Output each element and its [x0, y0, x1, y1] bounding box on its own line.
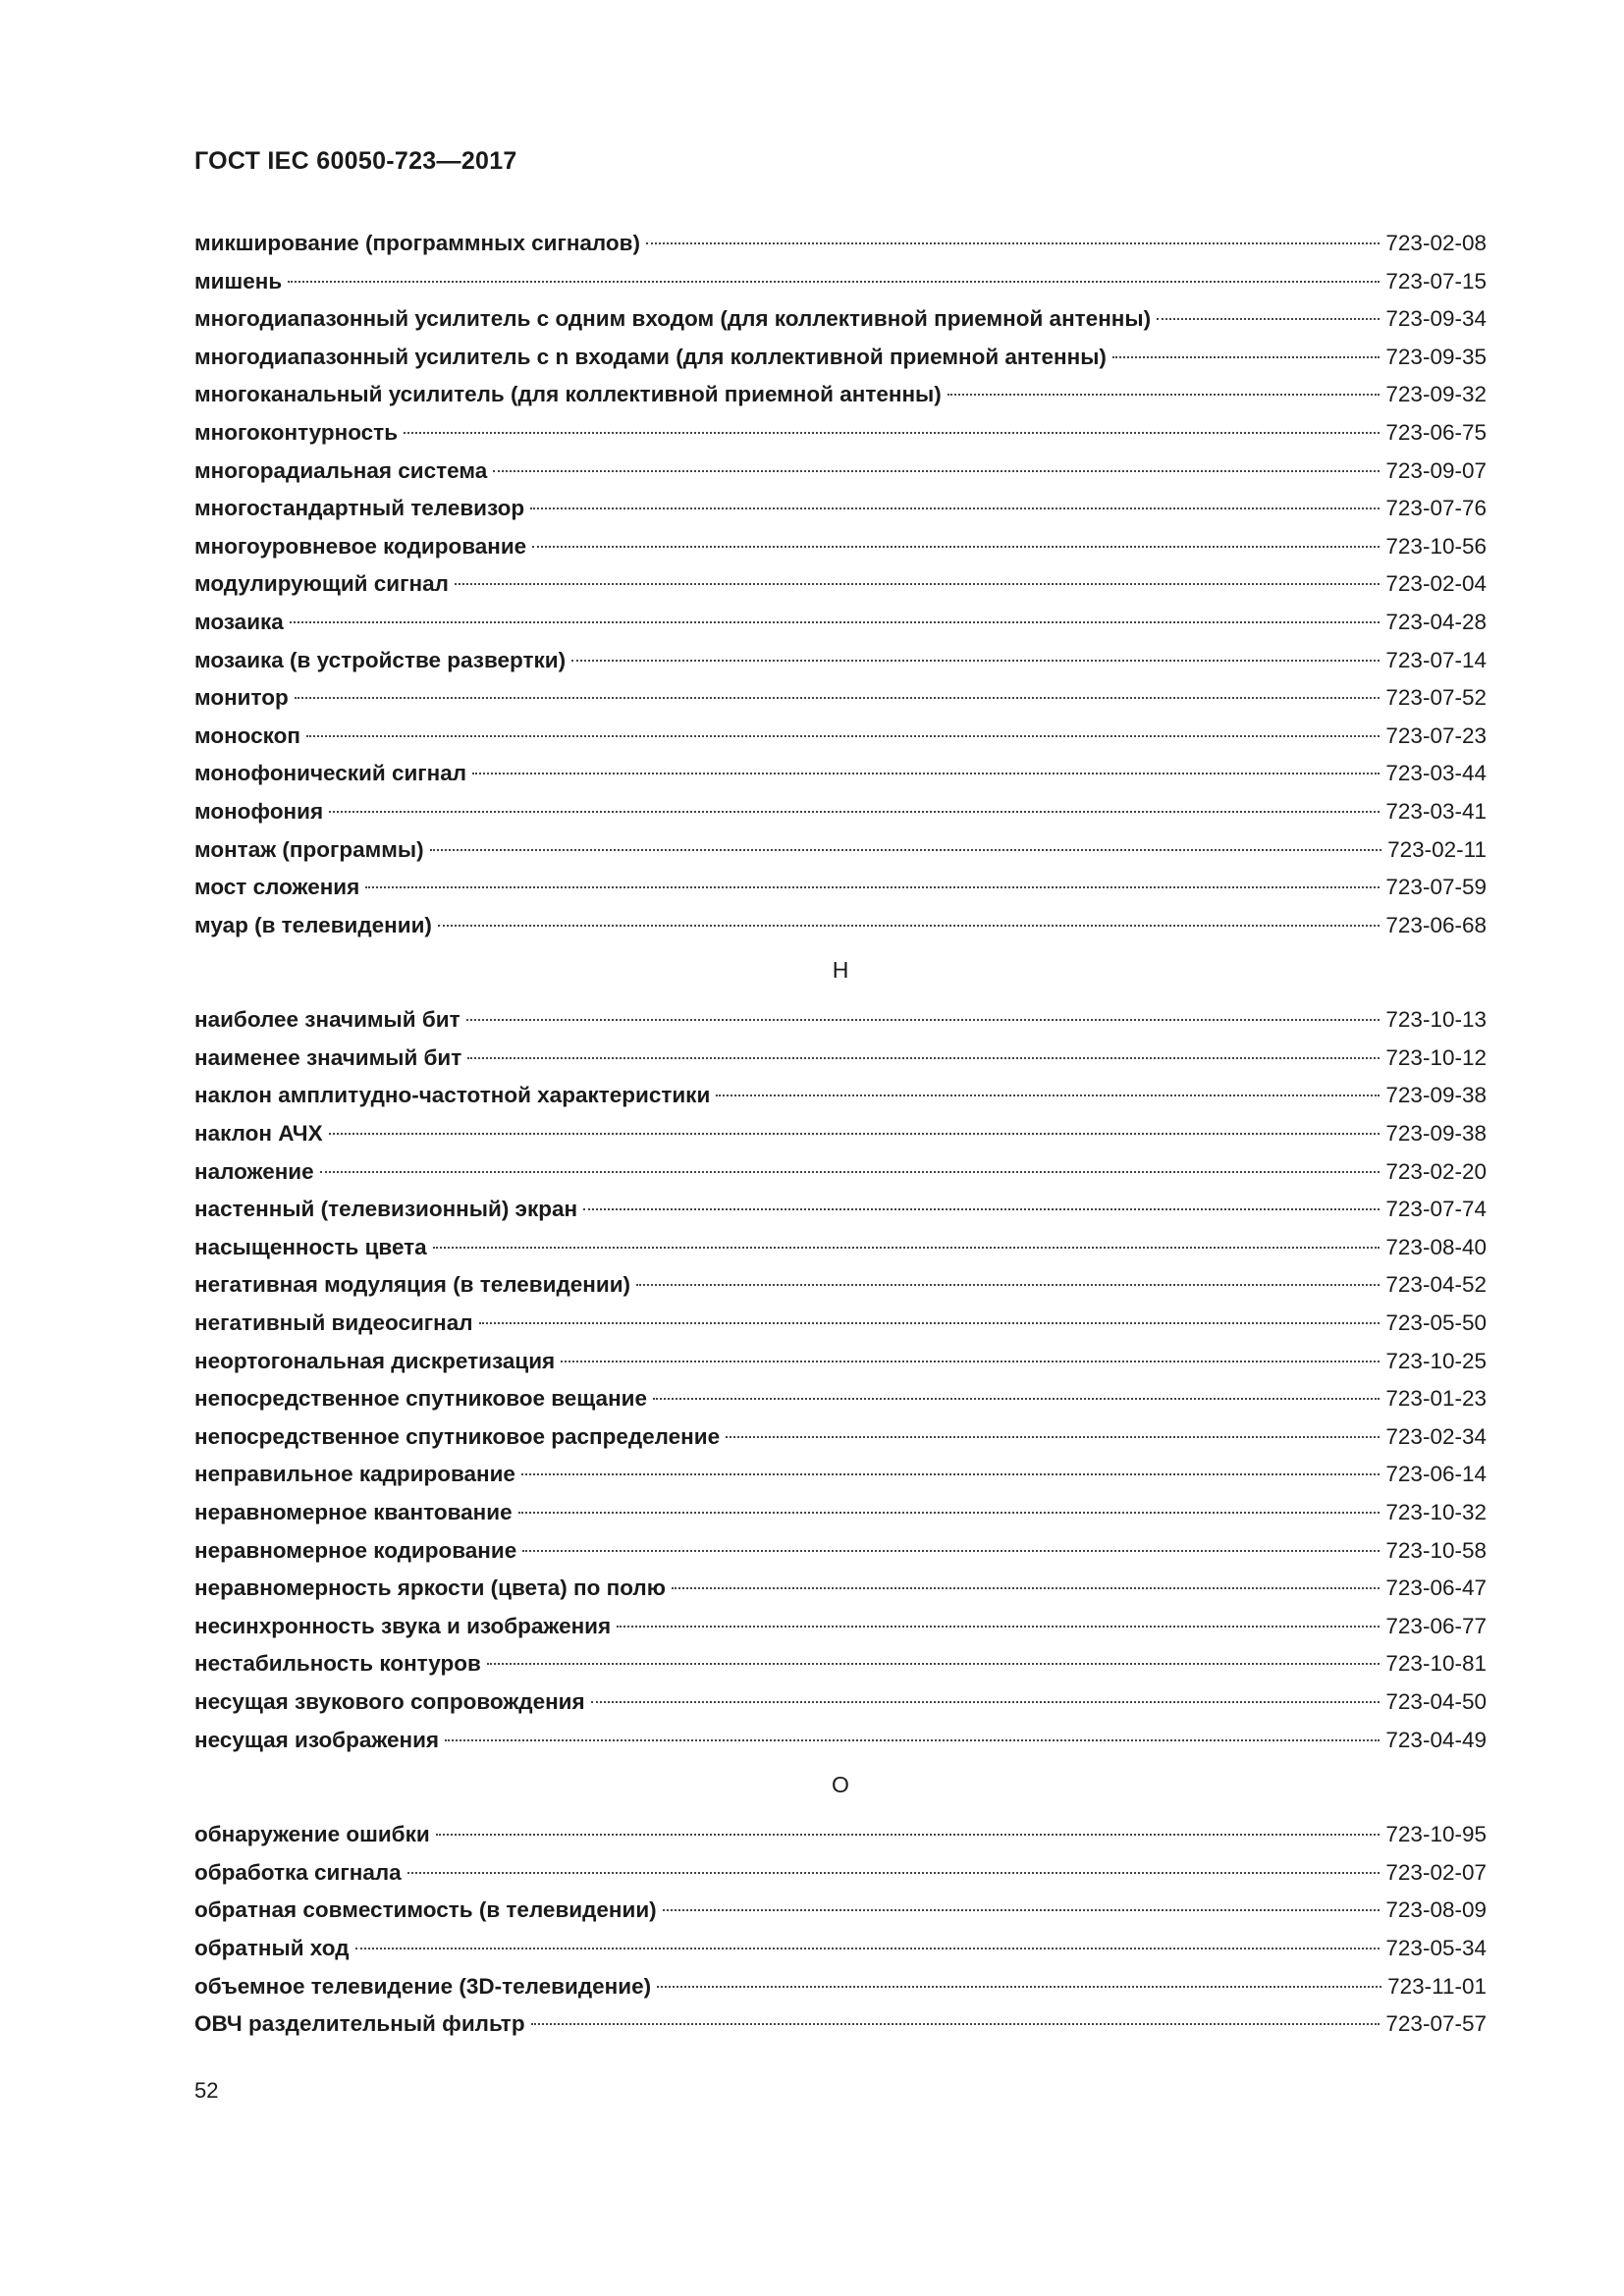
index-entry: [194, 642, 1487, 680]
index-term: неправильное кадрирование: [194, 1462, 515, 1487]
term-reference-number: 723-10-81: [1385, 1651, 1487, 1677]
dot-leader: [436, 1834, 1380, 1836]
dot-leader: [472, 773, 1380, 774]
dot-leader: [646, 242, 1380, 244]
section-letter: О: [832, 1772, 849, 1798]
dot-leader: [320, 1171, 1380, 1173]
dot-leader: [467, 1057, 1380, 1059]
index-term: нестабильность контуров: [194, 1651, 481, 1677]
dot-leader: [445, 1739, 1380, 1741]
index-body: [194, 225, 1487, 2044]
index-term: мишень: [194, 268, 283, 294]
index-entry: [194, 793, 1487, 831]
index-entry: [194, 1380, 1487, 1418]
index-entry: [194, 831, 1487, 870]
index-entry: [194, 1494, 1487, 1532]
term-reference-number: 723-06-77: [1385, 1613, 1487, 1638]
index-term: мозаика: [194, 609, 284, 634]
index-entry: [194, 1040, 1487, 1078]
index-term: многодиапазонный усилитель с одним входом (для коллективной приемной антенны): [194, 306, 1152, 332]
index-entry: [194, 1645, 1487, 1683]
term-reference-number: 723-10-25: [1385, 1348, 1487, 1373]
term-reference-number: 723-01-23: [1385, 1386, 1487, 1412]
dot-leader: [663, 1909, 1380, 1911]
index-term: модулирующий сигнал: [194, 571, 449, 597]
index-term: микширование (программных сигналов): [194, 231, 640, 255]
term-reference-number: 723-09-38: [1385, 1083, 1487, 1108]
term-reference-number: 723-08-09: [1385, 1897, 1487, 1923]
dot-leader: [290, 621, 1380, 623]
index-term: наименее значимый бит: [194, 1044, 462, 1070]
index-entry: [194, 453, 1487, 491]
dot-leader: [355, 1948, 1380, 1949]
dot-leader: [636, 1284, 1380, 1286]
index-term: наклон амплитудно-частотной характеристики: [194, 1083, 711, 1108]
term-reference-number: 723-06-47: [1385, 1575, 1487, 1601]
dot-leader: [466, 1019, 1380, 1021]
dot-leader: [479, 1322, 1380, 1324]
index-term: ОВЧ разделительный фильтр: [194, 2011, 525, 2037]
dot-leader: [407, 1872, 1380, 1874]
dot-leader: [306, 735, 1380, 737]
index-term: монофонический сигнал: [194, 761, 467, 786]
index-term: неравномерное кодирование: [194, 1537, 517, 1563]
dot-leader: [591, 1701, 1380, 1703]
index-term: многодиапазонный усилитель с n входами (для коллективной приемной антенны): [194, 344, 1107, 369]
dot-leader: [531, 2023, 1380, 2025]
index-term: многоканальный усилитель (для коллективной приемной антенны): [194, 382, 942, 407]
dot-leader: [947, 394, 1380, 396]
index-entry: [194, 755, 1487, 793]
term-reference-number: 723-02-07: [1385, 1859, 1487, 1885]
term-reference-number: 723-10-12: [1385, 1044, 1487, 1070]
term-reference-number: 723-02-11: [1387, 836, 1487, 862]
term-reference-number: 723-04-49: [1385, 1727, 1487, 1752]
term-reference-number: 723-06-75: [1385, 419, 1487, 445]
index-entry: [194, 1153, 1487, 1192]
dot-leader: [1157, 318, 1380, 320]
term-reference-number: 723-06-14: [1385, 1462, 1487, 1487]
dot-leader: [518, 1512, 1380, 1514]
dot-leader: [455, 583, 1380, 585]
index-entry: [194, 1570, 1487, 1608]
index-term: непосредственное спутниковое вещание: [194, 1386, 648, 1412]
index-term: объемное телевидение (3D-телевидение): [194, 1973, 652, 1999]
dot-leader: [571, 660, 1380, 662]
dot-leader: [288, 281, 1380, 283]
index-entry: [194, 907, 1487, 945]
term-reference-number: 723-04-50: [1385, 1688, 1487, 1714]
dot-leader: [438, 925, 1380, 927]
term-reference-number: 723-02-08: [1385, 231, 1487, 255]
term-reference-number: 723-09-34: [1385, 306, 1487, 332]
term-reference-number: 723-07-57: [1385, 2011, 1487, 2037]
term-reference-number: 723-02-04: [1385, 571, 1487, 597]
dot-leader: [404, 432, 1380, 434]
index-term: наиболее значимый бит: [194, 1007, 460, 1033]
term-reference-number: 723-07-23: [1385, 722, 1487, 748]
dot-leader: [295, 697, 1380, 699]
term-reference-number: 723-07-15: [1385, 268, 1487, 294]
index-term: многоуровневое кодирование: [194, 533, 527, 559]
index-term: несинхронность звука и изображения: [194, 1613, 612, 1638]
index-entry: [194, 1115, 1487, 1153]
index-term: несущая изображения: [194, 1727, 440, 1752]
index-term: моноскоп: [194, 722, 300, 748]
dot-leader: [561, 1361, 1380, 1362]
index-entry: [194, 1077, 1487, 1115]
index-entry: [194, 1930, 1487, 1968]
term-reference-number: 723-07-76: [1385, 496, 1487, 521]
dot-leader: [493, 470, 1380, 472]
index-term: обработка сигнала: [194, 1859, 402, 1885]
term-reference-number: 723-09-07: [1385, 457, 1487, 483]
dot-leader: [430, 849, 1381, 851]
index-entry: [194, 1343, 1487, 1381]
dot-leader: [433, 1247, 1380, 1249]
index-term: монтаж (программы): [194, 836, 424, 862]
index-term: неравномерность яркости (цвета) по полю: [194, 1575, 666, 1601]
index-entry: [194, 1532, 1487, 1571]
term-reference-number: 723-09-32: [1385, 382, 1487, 407]
term-reference-number: 723-02-34: [1385, 1423, 1487, 1449]
index-term: негативная модуляция (в телевидении): [194, 1272, 631, 1298]
index-entry: [194, 225, 1487, 263]
term-reference-number: 723-10-56: [1385, 533, 1487, 559]
index-term: неортогональная дискретизация: [194, 1348, 556, 1373]
term-reference-number: 723-05-34: [1385, 1935, 1487, 1960]
term-reference-number: 723-07-14: [1385, 647, 1487, 672]
dot-leader: [653, 1398, 1380, 1400]
index-entry: [194, 1418, 1487, 1457]
term-reference-number: 723-11-01: [1387, 1973, 1487, 1999]
index-entry: [194, 1456, 1487, 1494]
dot-leader: [521, 1473, 1380, 1475]
index-entry: [194, 604, 1487, 642]
index-term: наложение: [194, 1158, 314, 1184]
page-header: ГОСТ IEC 60050-723—2017: [194, 147, 517, 175]
dot-leader: [617, 1626, 1380, 1628]
index-entry: [194, 263, 1487, 301]
index-entry: [194, 1816, 1487, 1854]
dot-leader: [329, 1133, 1380, 1135]
term-reference-number: 723-03-44: [1385, 761, 1487, 786]
index-entry: [194, 490, 1487, 528]
index-entry: [194, 1191, 1487, 1229]
term-reference-number: 723-04-52: [1385, 1272, 1487, 1298]
index-entry: [194, 679, 1487, 718]
index-entry: [194, 300, 1487, 339]
index-entry: [194, 869, 1487, 907]
term-reference-number: 723-07-74: [1385, 1197, 1487, 1222]
index-term: многостандартный телевизор: [194, 496, 525, 521]
dot-leader: [532, 546, 1380, 548]
dot-leader: [1112, 356, 1380, 358]
index-entry: [194, 1854, 1487, 1893]
term-reference-number: 723-04-28: [1385, 609, 1487, 634]
index-entry: [194, 339, 1487, 377]
index-term: многоконтурность: [194, 419, 399, 445]
index-entry: [194, 1722, 1487, 1760]
index-entry: [194, 565, 1487, 604]
term-reference-number: 723-03-41: [1385, 798, 1487, 824]
index-entry: [194, 2005, 1487, 2044]
index-entry: [194, 1892, 1487, 1930]
index-term: обнаружение ошибки: [194, 1822, 430, 1847]
index-term: обратный ход: [194, 1935, 350, 1960]
dot-leader: [329, 811, 1380, 813]
index-entry: [194, 1001, 1487, 1040]
index-term: настенный (телевизионный) экран: [194, 1197, 578, 1222]
index-term: несущая звукового сопровождения: [194, 1688, 585, 1714]
index-term: неравномерное квантование: [194, 1500, 513, 1524]
index-entry: [194, 1229, 1487, 1267]
section-letter: Н: [832, 957, 849, 984]
term-reference-number: 723-07-59: [1385, 875, 1487, 900]
term-reference-number: 723-10-32: [1385, 1500, 1487, 1524]
index-term: монитор: [194, 685, 289, 711]
index-term: обратная совместимость (в телевидении): [194, 1897, 657, 1923]
term-reference-number: 723-07-52: [1385, 685, 1487, 711]
term-reference-number: 723-09-38: [1385, 1121, 1487, 1147]
index-entry: [194, 1968, 1487, 2006]
index-entry: [194, 376, 1487, 414]
term-reference-number: 723-06-68: [1385, 912, 1487, 937]
dot-leader: [365, 886, 1380, 888]
dot-leader: [530, 507, 1380, 509]
term-reference-number: 723-09-35: [1385, 344, 1487, 369]
dot-leader: [716, 1095, 1380, 1096]
index-term: негативный видеосигнал: [194, 1310, 473, 1336]
term-reference-number: 723-08-40: [1385, 1234, 1487, 1259]
index-term: насыщенность цвета: [194, 1234, 427, 1259]
dot-leader: [726, 1436, 1380, 1438]
term-reference-number: 723-10-13: [1385, 1007, 1487, 1033]
index-term: муар (в телевидении): [194, 912, 432, 937]
index-term: наклон АЧХ: [194, 1121, 323, 1147]
index-entry: [194, 1266, 1487, 1305]
term-reference-number: 723-10-58: [1385, 1537, 1487, 1563]
page-number: 52: [194, 2078, 219, 2103]
index-entry: [194, 1608, 1487, 1646]
index-entry: [194, 1683, 1487, 1722]
dot-leader: [487, 1663, 1380, 1665]
index-entry: [194, 528, 1487, 566]
index-entry: [194, 1305, 1487, 1343]
dot-leader: [583, 1208, 1380, 1210]
term-reference-number: 723-10-95: [1385, 1822, 1487, 1847]
term-reference-number: 723-05-50: [1385, 1310, 1487, 1336]
dot-leader: [672, 1587, 1380, 1589]
term-reference-number: 723-02-20: [1385, 1158, 1487, 1184]
index-entry: [194, 718, 1487, 756]
index-entry: [194, 414, 1487, 453]
index-term: многорадиальная система: [194, 457, 488, 483]
index-term: мост сложения: [194, 875, 360, 900]
dot-leader: [657, 1986, 1381, 1988]
index-term: непосредственное спутниковое распределение: [194, 1423, 721, 1449]
index-term: мозаика (в устройстве развертки): [194, 647, 567, 672]
index-term: монофония: [194, 798, 324, 824]
dot-leader: [522, 1550, 1380, 1552]
